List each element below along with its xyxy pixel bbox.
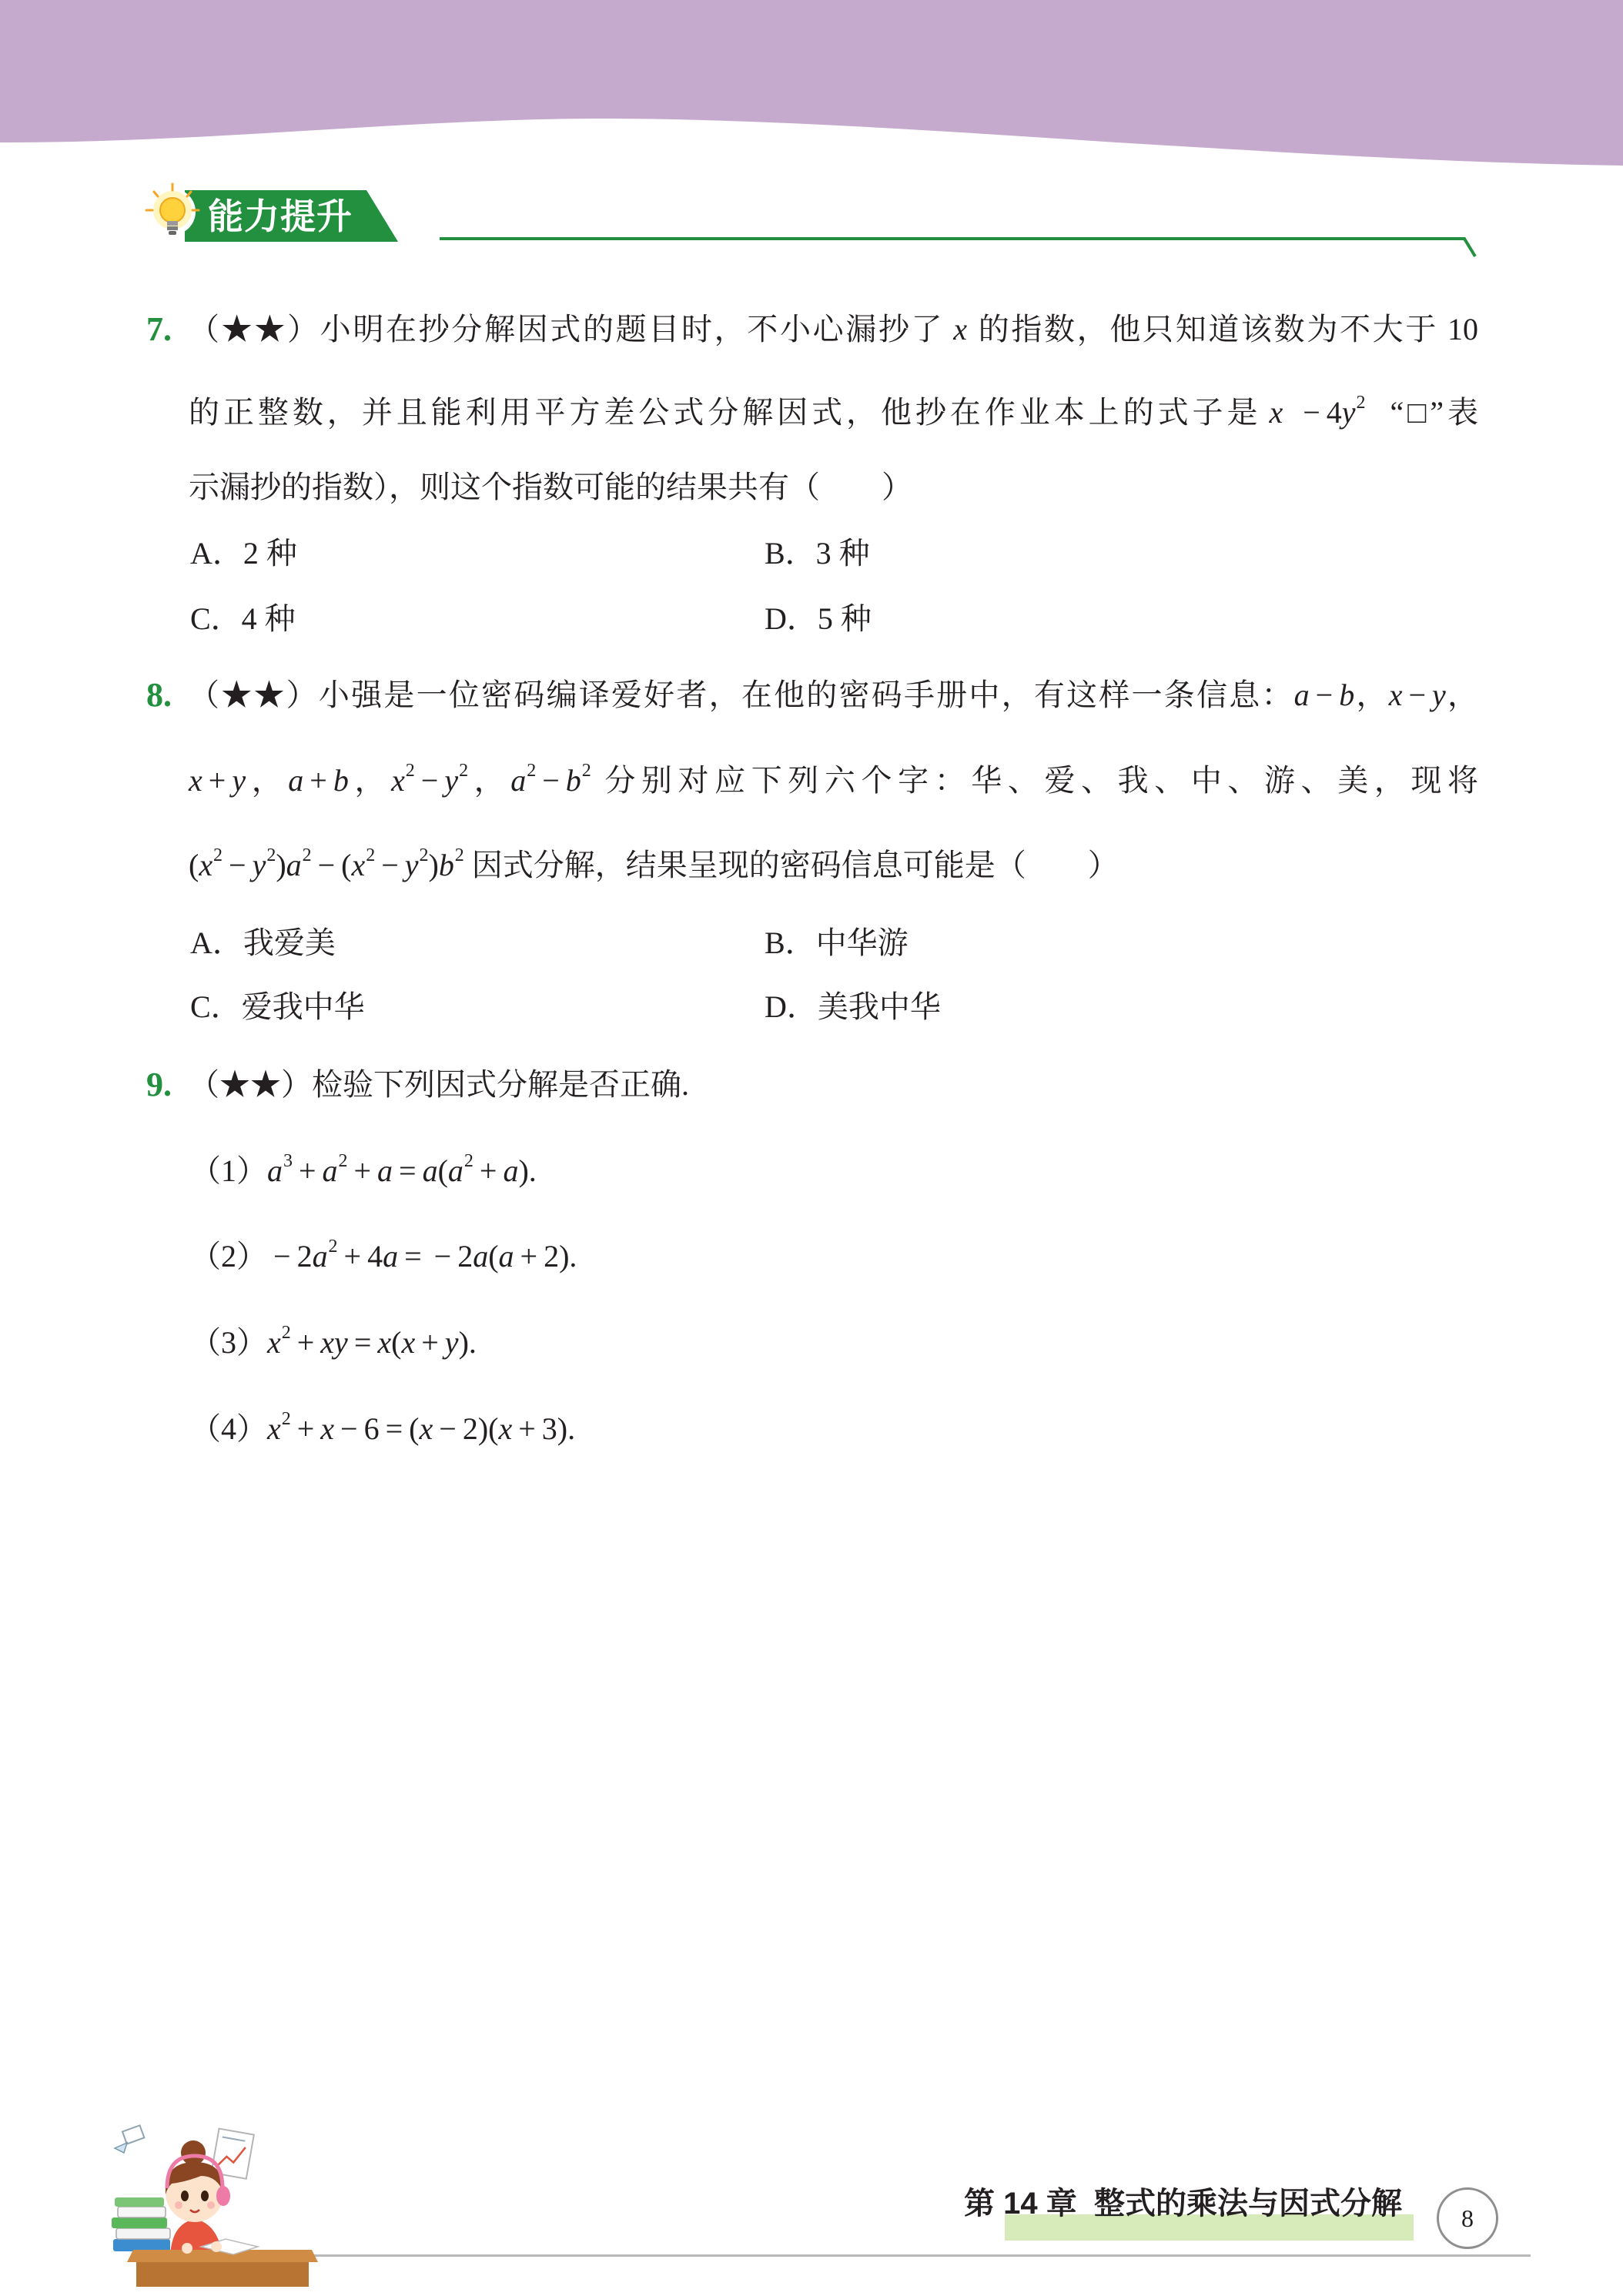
student-illustration: [110, 2124, 318, 2288]
q9-number: 9.: [146, 1066, 172, 1103]
q9-item-4-expr: $x^2 + x - 6 = (x - 2)(x + 3)$.: [267, 1408, 576, 1446]
q7-line1-variable: x: [953, 312, 968, 346]
q8-line3-text: 因式分解，结果呈现的密码信息可能是（ ）: [471, 848, 1119, 882]
q8-line2-expr-4: $a^2 - b^2$: [510, 760, 591, 798]
q8-option-a: A．我爱美: [190, 925, 336, 960]
flying-paper-icon: [115, 2125, 144, 2153]
q7-line2-text-a: 的正整数，并且能利用平方差公式分解因式，他抄在作业本上的式子是: [189, 395, 1262, 430]
q7-line2-expr-base: x: [1269, 395, 1283, 430]
q7-line2-expr-rest: − $4y^2$: [1303, 392, 1366, 430]
q8-line2-text: 分别对应下列六个字：华、爱、我、中、游、美，现将: [598, 763, 1479, 798]
q7-option-c: C．4 种: [190, 601, 296, 636]
banner-shape: [0, 0, 1623, 166]
q8-line2-comma-2: ，: [348, 763, 392, 798]
q8-line-3: [189, 844, 1119, 887]
q9-item-1-expr: $a^3 + a^2 + a = a(a^2 + a)$.: [267, 1150, 537, 1188]
q8-line2-expr-2: a + b: [288, 763, 349, 798]
q8-line2-comma-1: ，: [246, 763, 289, 798]
q9-item-3-label: （3）: [190, 1325, 267, 1360]
q9-item-3-expr: $x^2$ + xy = x(x + y).: [267, 1322, 477, 1360]
section-header-rule: [440, 239, 1475, 256]
q9-item-4: [190, 1407, 575, 1451]
book-stack: [112, 2197, 170, 2251]
q9-prompt: （★★）检验下列因式分解是否正确.: [189, 1067, 689, 1102]
q8-line3-expr: $(x^2 - y^2)a^2 - (x^2 - y^2)b^2$: [189, 845, 464, 882]
top-wave-banner: [0, 0, 1623, 185]
q9-item-3: [190, 1321, 477, 1364]
q8-option-b: B．中华游: [765, 925, 909, 960]
q8-line1-expr-2: x − y: [1388, 678, 1446, 712]
q7-line1-number: 10: [1447, 312, 1479, 346]
q8-line2-expr-3: $x^2 - y^2$: [391, 760, 469, 798]
q7-option-b: B．3 种: [765, 536, 870, 571]
q8-line2-comma-3: ，: [468, 763, 511, 798]
q9-item-1-label: （1）: [190, 1153, 267, 1188]
q7-number: 7.: [146, 310, 172, 348]
q7-line-2: [189, 391, 1478, 434]
q7-line1-text-b: 的指数，他只知道该数为不大于: [976, 312, 1439, 346]
q7-line-1: [189, 308, 1478, 351]
q8-line-1: [189, 674, 1478, 717]
q9-item-1: [190, 1150, 537, 1193]
q8-line1-text: （★★）小强是一位密码编译爱好者，在他的密码手册中，有这样一条信息：: [189, 678, 1294, 712]
page-number: 8: [1437, 2187, 1498, 2249]
section-title: 能力提升: [208, 196, 353, 236]
q8-line1-expr-1: a − b: [1293, 678, 1355, 712]
q8-option-c: C．爱我中华: [190, 989, 365, 1024]
q8-option-d: D．美我中华: [765, 989, 941, 1024]
q9-item-2-expr: − $2a^2 + 4a$ = − 2a(a + 2).: [273, 1236, 577, 1274]
footer-rule: [293, 2254, 1531, 2257]
q7-line-3: 示漏抄的指数），则这个指数可能的结果共有（ ）: [189, 470, 912, 504]
q9-item-2-label: （2）: [190, 1239, 267, 1274]
q7-line1-text-a: （★★）小明在抄分解因式的题目时，不小心漏抄了: [189, 312, 945, 346]
q8-number: 8.: [146, 676, 172, 714]
chapter-title: 第 14 章 整式的乘法与因式分解: [964, 2187, 1402, 2221]
q8-line2-expr-1: x + y: [189, 763, 246, 798]
q8-line1-comma-1: ，: [1354, 678, 1389, 712]
q7-option-a: A．2 种: [190, 536, 297, 571]
q9-item-2: [190, 1235, 577, 1278]
q7-line2-text-b: “□”表: [1390, 395, 1479, 430]
q9-item-4-label: （4）: [190, 1411, 267, 1446]
q8-line1-comma-2: ，: [1445, 678, 1479, 712]
q8-line-2: [189, 759, 1478, 802]
q7-option-d: D．5 种: [765, 601, 872, 636]
desk: [127, 2250, 318, 2287]
